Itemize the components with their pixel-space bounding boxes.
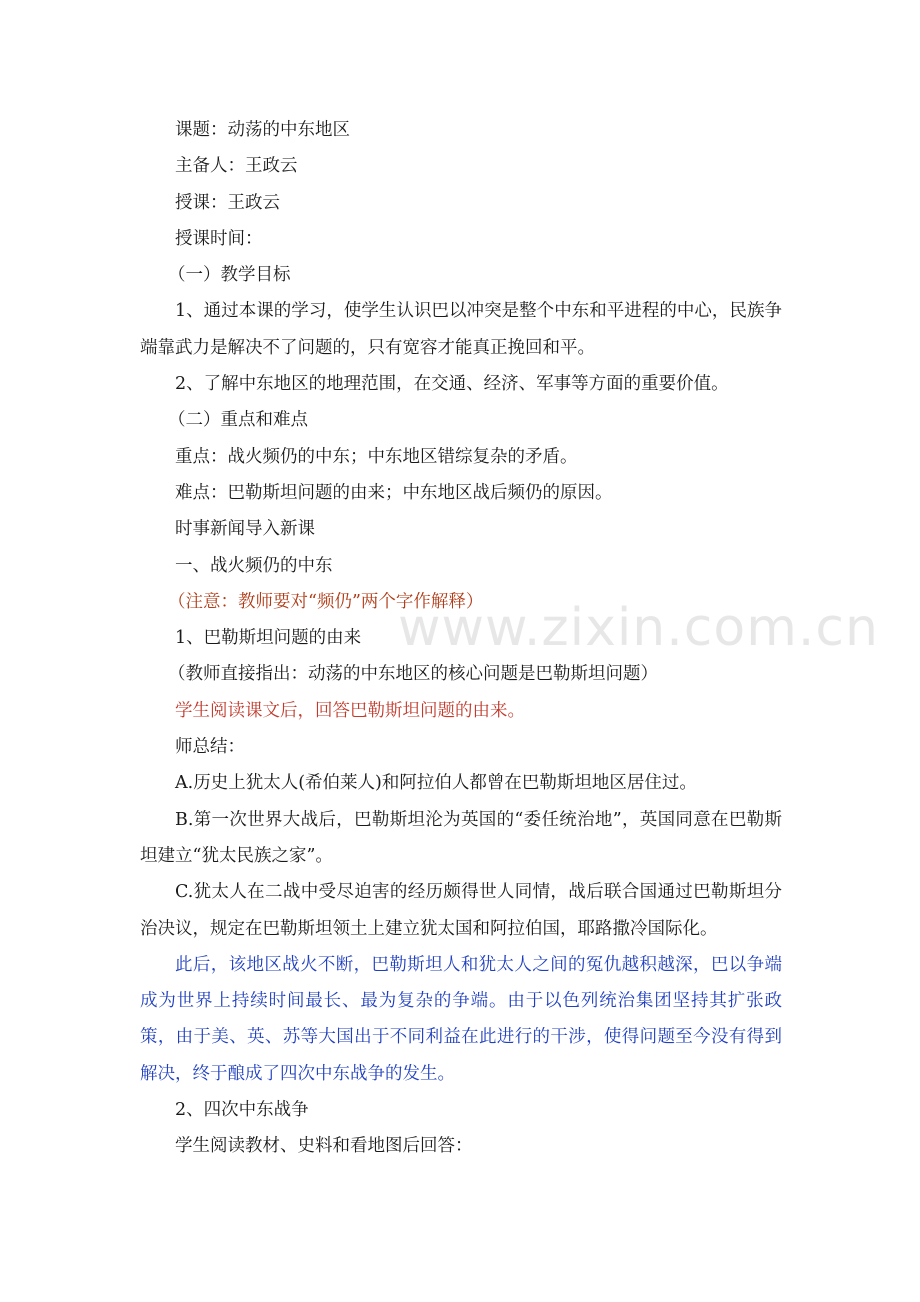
summary-b: B.第一次世界大战后，巴勒斯坦沦为英国的“委任统治地”，英国同意在巴勒斯坦建立“犹太民族之家”。 — [140, 809, 782, 866]
heading-palestine-origin: 1、巴勒斯坦问题的由来 — [175, 628, 362, 649]
class-time: 授课时间： — [175, 228, 263, 249]
heading-four-wars: 2、四次中东战争 — [175, 1100, 309, 1121]
student-answer-prompt: 学生阅读教材、史料和看地图后回答： — [175, 1136, 473, 1157]
lesson-title: 课题：动荡的中东地区 — [175, 120, 350, 140]
teacher-point-out: （教师直接指出：动荡的中东地区的核心问题是巴勒斯坦问题） — [168, 664, 658, 685]
intro-news: 时事新闻导入新课 — [175, 519, 315, 540]
goal-2: 2、了解中东地区的地理范围，在交通、经济、军事等方面的重要价值。 — [175, 374, 729, 395]
section-key-points: （二）重点和难点 — [168, 410, 308, 431]
summary-c: C.犹太人在二战中受尽迫害的经历颇得世人同情，战后联合国通过巴勒斯坦分治决议，规定在巴勒斯坦领土上建立犹太国和阿拉伯国，耶路撒冷国际化。 — [140, 882, 782, 939]
conflict-paragraph: 此后，该地区战火不断，巴勒斯坦人和犹太人之间的冤仇越积越深，巴以争端成为世界上持续时间最长、最为复杂的争端。由于以色列统治集团坚持其扩张政策，由于美、英、苏等大国出于不同利益在此进行的干涉，使得问题至今没有得到解决，终于酿成了四次中东战争的发生。 — [140, 954, 782, 1084]
section-teaching-goals: （一）教学目标 — [168, 265, 291, 286]
teacher-note: （注意：教师要对“频仍”两个字作解释） — [168, 591, 484, 612]
goal-1: 1、通过本课的学习，使学生认识巴以冲突是整个中东和平进程的中心，民族争端靠武力是解决不了问题的，只有宽容才能真正挽回和平。 — [140, 301, 782, 358]
difficult-point: 难点：巴勒斯坦问题的由来；中东地区战后频仍的原因。 — [175, 482, 613, 503]
instructor: 授课：王政云 — [175, 192, 280, 213]
student-task: 学生阅读课文后，回答巴勒斯坦问题的由来。 — [175, 700, 525, 721]
document-body — [140, 112, 782, 1165]
lead-preparer: 主备人：王政云 — [175, 156, 298, 177]
summary-a: A.历史上犹太人(希伯莱人)和阿拉伯人都曾在巴勒斯坦地区居住过。 — [175, 773, 697, 794]
watermark: www.zixin.com.cn — [398, 598, 879, 658]
heading-war-middle-east: 一、战火频仍的中东 — [175, 555, 333, 576]
teacher-summary-label: 师总结： — [175, 737, 245, 758]
key-point: 重点：战火频仍的中东；中东地区错综复杂的矛盾。 — [175, 446, 578, 467]
